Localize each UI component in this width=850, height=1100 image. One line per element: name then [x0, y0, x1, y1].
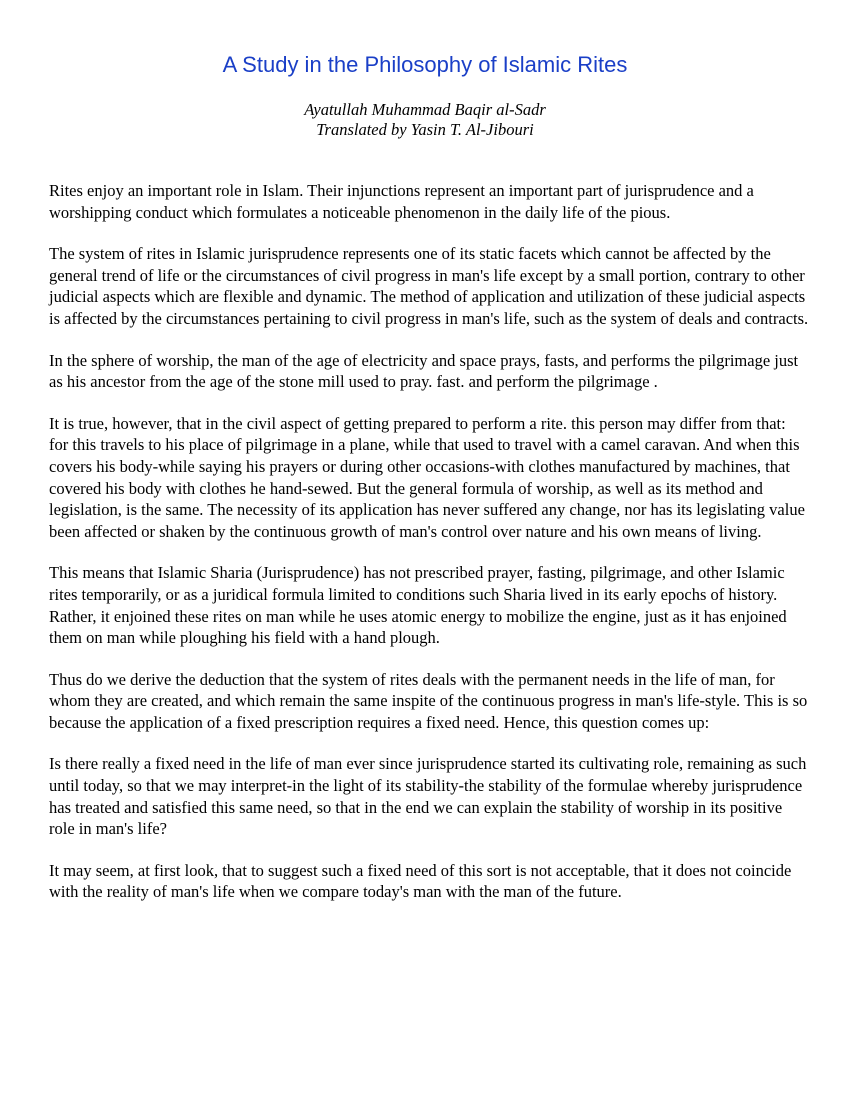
byline	[0, 100, 850, 140]
paragraph: Is there really a fixed need in the life of man ever since jurisprudence started its cultivating role, remaining as such until today, so that we may interpret-in the light of its stability-the stability of the formulae whereby jurisprudence has treated and satisfied this same need, so that in the end we can explain the stability of worship in its positive role in man's life?	[49, 754, 807, 839]
paragraph: This means that Islamic Sharia (Jurisprudence) has not prescribed prayer, fasting, pilgrimage, and other Islamic rites temporarily, or as a juridical formula limited to conditions such Sharia lived in its early epochs of history. Rather, it enjoined these rites on man while he uses atomic energy to mobilize the engine, just as it has enjoined them on man while ploughing his field with a hand plough.	[49, 563, 787, 648]
paragraph: In the sphere of worship, the man of the age of electricity and space prays, fasts, and performs the pilgrimage just as his ancestor from the age of the stone mill used to pray. fast. and perform the pilgrimage .	[49, 350, 799, 392]
document-body	[49, 180, 809, 923]
paragraph: The system of rites in Islamic jurisprudence represents one of its static facets which cannot be affected by the general trend of life or the circumstances of civil progress in man's life except by a small portion, contrary to other judicial aspects which are flexible and dynamic. The method of application and utilization of these judicial aspects is affected by the circumstances pertaining to civil progress in man's life, such as the system of deals and contracts.	[49, 244, 809, 328]
document-title: A Study in the Philosophy of Islamic Rites	[222, 52, 628, 77]
paragraph: Rites enjoy an important role in Islam. Their injunctions represent an important part of jurisprudence and a worshipping conduct which formulates a noticeable phenomenon in the daily life of the pious.	[49, 181, 754, 222]
paragraph: It is true, however, that in the civil aspect of getting prepared to perform a rite. this person may differ from that: for this travels to his place of pilgrimage in a plane, while that used to travel with a camel caravan. And when this covers his body-while saying his prayers or during other occasions-with clothes manufactured by machines, that covered his body with clothes he hand-sewed. But the general formula of worship, as well as its method and legislation, is the same. The necessity of its application has never suffered any change, nor has its legislating value been affected or shaken by the continuous growth of man's control over nature and his own means of living.	[49, 413, 805, 541]
translator-credit: Translated by Yasin T. Al-Jibouri	[316, 120, 534, 139]
paragraph: It may seem, at first look, that to suggest such a fixed need of this sort is not acceptable, that it does not coincide with the reality of man's life when we compare today's man with the man of the future.	[49, 860, 792, 902]
paragraph: Thus do we derive the deduction that the system of rites deals with the permanent needs in the life of man, for whom they are created, and which remain the same inspite of the continuous progress in man's life-style. This is so because the application of a fixed prescription requires a fixed need. Hence, this question comes up:	[49, 669, 808, 732]
author-name: Ayatullah Muhammad Baqir al-Sadr	[304, 100, 546, 119]
